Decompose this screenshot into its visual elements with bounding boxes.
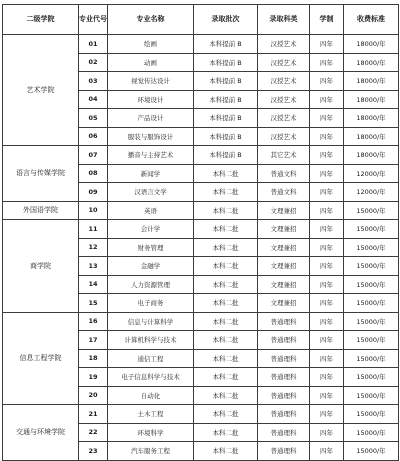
major-name-cell: 产品设计 <box>108 109 194 128</box>
major-name-cell: 通信工程 <box>108 349 194 368</box>
batch-cell: 本科二批 <box>194 275 258 294</box>
fee-cell: 15000/年 <box>344 220 399 239</box>
table-row <box>3 35 399 54</box>
major-name-cell: 自动化 <box>108 386 194 405</box>
fee-cell: 15000/年 <box>344 201 399 220</box>
college-cell: 信息工程学院 <box>3 312 79 405</box>
fee-cell: 15000/年 <box>344 257 399 276</box>
fee-cell: 18000/年 <box>344 53 399 72</box>
batch-cell: 本科二批 <box>194 220 258 239</box>
batch-cell: 本科提前 B <box>194 109 258 128</box>
major-code-cell: 06 <box>79 127 108 146</box>
duration-cell: 四年 <box>310 201 344 220</box>
category-cell: 汉授艺术 <box>258 90 310 109</box>
major-name-cell: 服装与服饰设计 <box>108 127 194 146</box>
batch-cell: 本科二批 <box>194 368 258 387</box>
duration-cell: 四年 <box>310 238 344 257</box>
fee-cell: 15000/年 <box>344 275 399 294</box>
batch-cell: 本科二批 <box>194 386 258 405</box>
major-name-cell: 土木工程 <box>108 405 194 424</box>
batch-cell: 本科提前 B <box>194 35 258 54</box>
batch-cell: 本科提前 B <box>194 53 258 72</box>
major-code-cell: 01 <box>79 35 108 54</box>
header-duration: 学制 <box>310 5 344 35</box>
batch-cell: 本科提前 B <box>194 90 258 109</box>
duration-cell: 四年 <box>310 183 344 202</box>
duration-cell: 四年 <box>310 127 344 146</box>
major-code-cell: 17 <box>79 331 108 350</box>
major-name-cell: 环境设计 <box>108 90 194 109</box>
major-code-cell: 23 <box>79 442 108 461</box>
fee-cell: 15000/年 <box>344 294 399 313</box>
duration-cell: 四年 <box>310 368 344 387</box>
major-code-cell: 18 <box>79 349 108 368</box>
major-code-cell: 12 <box>79 238 108 257</box>
duration-cell: 四年 <box>310 386 344 405</box>
major-name-cell: 计算机科学与技术 <box>108 331 194 350</box>
major-code-cell: 21 <box>79 405 108 424</box>
major-name-cell: 英语 <box>108 201 194 220</box>
batch-cell: 本科二批 <box>194 257 258 276</box>
fee-cell: 18000/年 <box>344 109 399 128</box>
duration-cell: 四年 <box>310 72 344 91</box>
college-cell: 交通与环境学院 <box>3 405 79 461</box>
category-cell: 文理兼招 <box>258 201 310 220</box>
duration-cell: 四年 <box>310 442 344 461</box>
header-fee: 收费标准 <box>344 5 399 35</box>
table-row <box>3 312 399 331</box>
header-category: 录取科类 <box>258 5 310 35</box>
fee-cell: 15000/年 <box>344 238 399 257</box>
header-row <box>3 5 399 35</box>
college-cell: 外国语学院 <box>3 201 79 220</box>
fee-cell: 15000/年 <box>344 368 399 387</box>
category-cell: 普通理科 <box>258 331 310 350</box>
batch-cell: 本科二批 <box>194 183 258 202</box>
duration-cell: 四年 <box>310 331 344 350</box>
major-name-cell: 汉语言文学 <box>108 183 194 202</box>
category-cell: 文理兼招 <box>258 238 310 257</box>
batch-cell: 本科二批 <box>194 312 258 331</box>
major-code-cell: 14 <box>79 275 108 294</box>
duration-cell: 四年 <box>310 109 344 128</box>
major-name-cell: 动画 <box>108 53 194 72</box>
major-code-cell: 07 <box>79 146 108 165</box>
category-cell: 文理兼招 <box>258 257 310 276</box>
table-row <box>3 146 399 165</box>
duration-cell: 四年 <box>310 146 344 165</box>
duration-cell: 四年 <box>310 257 344 276</box>
header-college: 二级学院 <box>3 5 79 35</box>
major-name-cell: 汽车服务工程 <box>108 442 194 461</box>
batch-cell: 本科二批 <box>194 238 258 257</box>
major-code-cell: 10 <box>79 201 108 220</box>
fee-cell: 15000/年 <box>344 331 399 350</box>
major-name-cell: 金融学 <box>108 257 194 276</box>
fee-cell: 12000/年 <box>344 164 399 183</box>
category-cell: 普通理科 <box>258 442 310 461</box>
batch-cell: 本科二批 <box>194 405 258 424</box>
batch-cell: 本科二批 <box>194 442 258 461</box>
category-cell: 汉授艺术 <box>258 53 310 72</box>
major-name-cell: 新闻学 <box>108 164 194 183</box>
duration-cell: 四年 <box>310 349 344 368</box>
duration-cell: 四年 <box>310 405 344 424</box>
category-cell: 普通理科 <box>258 423 310 442</box>
category-cell: 普通文科 <box>258 183 310 202</box>
category-cell: 普通理科 <box>258 349 310 368</box>
college-cell: 商学院 <box>3 220 79 313</box>
batch-cell: 本科提前 B <box>194 146 258 165</box>
major-name-cell: 播音与主持艺术 <box>108 146 194 165</box>
table-body <box>3 35 399 461</box>
major-name-cell: 电子信息科学与技术 <box>108 368 194 387</box>
major-code-cell: 19 <box>79 368 108 387</box>
fee-cell: 12000/年 <box>344 183 399 202</box>
duration-cell: 四年 <box>310 164 344 183</box>
category-cell: 普通理科 <box>258 312 310 331</box>
duration-cell: 四年 <box>310 423 344 442</box>
category-cell: 普通理科 <box>258 405 310 424</box>
duration-cell: 四年 <box>310 90 344 109</box>
fee-cell: 15000/年 <box>344 423 399 442</box>
major-name-cell: 绘画 <box>108 35 194 54</box>
table-row <box>3 405 399 424</box>
header-major-code: 专业代号 <box>79 5 108 35</box>
fee-cell: 18000/年 <box>344 35 399 54</box>
category-cell: 其它艺术 <box>258 146 310 165</box>
fee-cell: 15000/年 <box>344 386 399 405</box>
category-cell: 普通文科 <box>258 164 310 183</box>
major-name-cell: 财务管理 <box>108 238 194 257</box>
major-name-cell: 电子商务 <box>108 294 194 313</box>
batch-cell: 本科二批 <box>194 164 258 183</box>
major-code-cell: 22 <box>79 423 108 442</box>
table-row <box>3 201 399 220</box>
major-code-cell: 05 <box>79 109 108 128</box>
category-cell: 汉授艺术 <box>258 72 310 91</box>
category-cell: 文理兼招 <box>258 294 310 313</box>
major-name-cell: 会计学 <box>108 220 194 239</box>
major-code-cell: 20 <box>79 386 108 405</box>
major-code-cell: 13 <box>79 257 108 276</box>
major-code-cell: 09 <box>79 183 108 202</box>
fee-cell: 18000/年 <box>344 127 399 146</box>
batch-cell: 本科二批 <box>194 201 258 220</box>
major-name-cell: 视觉传达设计 <box>108 72 194 91</box>
major-fee-table <box>2 4 399 461</box>
table-row <box>3 220 399 239</box>
category-cell: 汉授艺术 <box>258 127 310 146</box>
category-cell: 文理兼招 <box>258 275 310 294</box>
category-cell: 普通理科 <box>258 386 310 405</box>
batch-cell: 本科二批 <box>194 423 258 442</box>
header-major-name: 专业名称 <box>108 5 194 35</box>
duration-cell: 四年 <box>310 35 344 54</box>
major-code-cell: 02 <box>79 53 108 72</box>
major-name-cell: 信息与计算科学 <box>108 312 194 331</box>
fee-cell: 18000/年 <box>344 146 399 165</box>
batch-cell: 本科二批 <box>194 294 258 313</box>
major-code-cell: 16 <box>79 312 108 331</box>
category-cell: 汉授艺术 <box>258 35 310 54</box>
category-cell: 汉授艺术 <box>258 109 310 128</box>
major-code-cell: 03 <box>79 72 108 91</box>
batch-cell: 本科二批 <box>194 331 258 350</box>
major-code-cell: 08 <box>79 164 108 183</box>
batch-cell: 本科提前 B <box>194 72 258 91</box>
major-code-cell: 11 <box>79 220 108 239</box>
duration-cell: 四年 <box>310 312 344 331</box>
major-code-cell: 04 <box>79 90 108 109</box>
fee-cell: 15000/年 <box>344 442 399 461</box>
category-cell: 普通理科 <box>258 368 310 387</box>
category-cell: 文理兼招 <box>258 220 310 239</box>
major-code-cell: 15 <box>79 294 108 313</box>
major-name-cell: 人力资源管理 <box>108 275 194 294</box>
college-cell: 艺术学院 <box>3 35 79 146</box>
batch-cell: 本科提前 B <box>194 127 258 146</box>
duration-cell: 四年 <box>310 53 344 72</box>
header-batch: 录取批次 <box>194 5 258 35</box>
college-cell: 语言与传媒学院 <box>3 146 79 202</box>
fee-cell: 15000/年 <box>344 349 399 368</box>
major-name-cell: 环境科学 <box>108 423 194 442</box>
duration-cell: 四年 <box>310 294 344 313</box>
fee-cell: 18000/年 <box>344 90 399 109</box>
fee-cell: 15000/年 <box>344 312 399 331</box>
fee-table-container <box>2 4 398 461</box>
fee-cell: 15000/年 <box>344 405 399 424</box>
batch-cell: 本科二批 <box>194 349 258 368</box>
duration-cell: 四年 <box>310 220 344 239</box>
fee-cell: 18000/年 <box>344 72 399 91</box>
duration-cell: 四年 <box>310 275 344 294</box>
